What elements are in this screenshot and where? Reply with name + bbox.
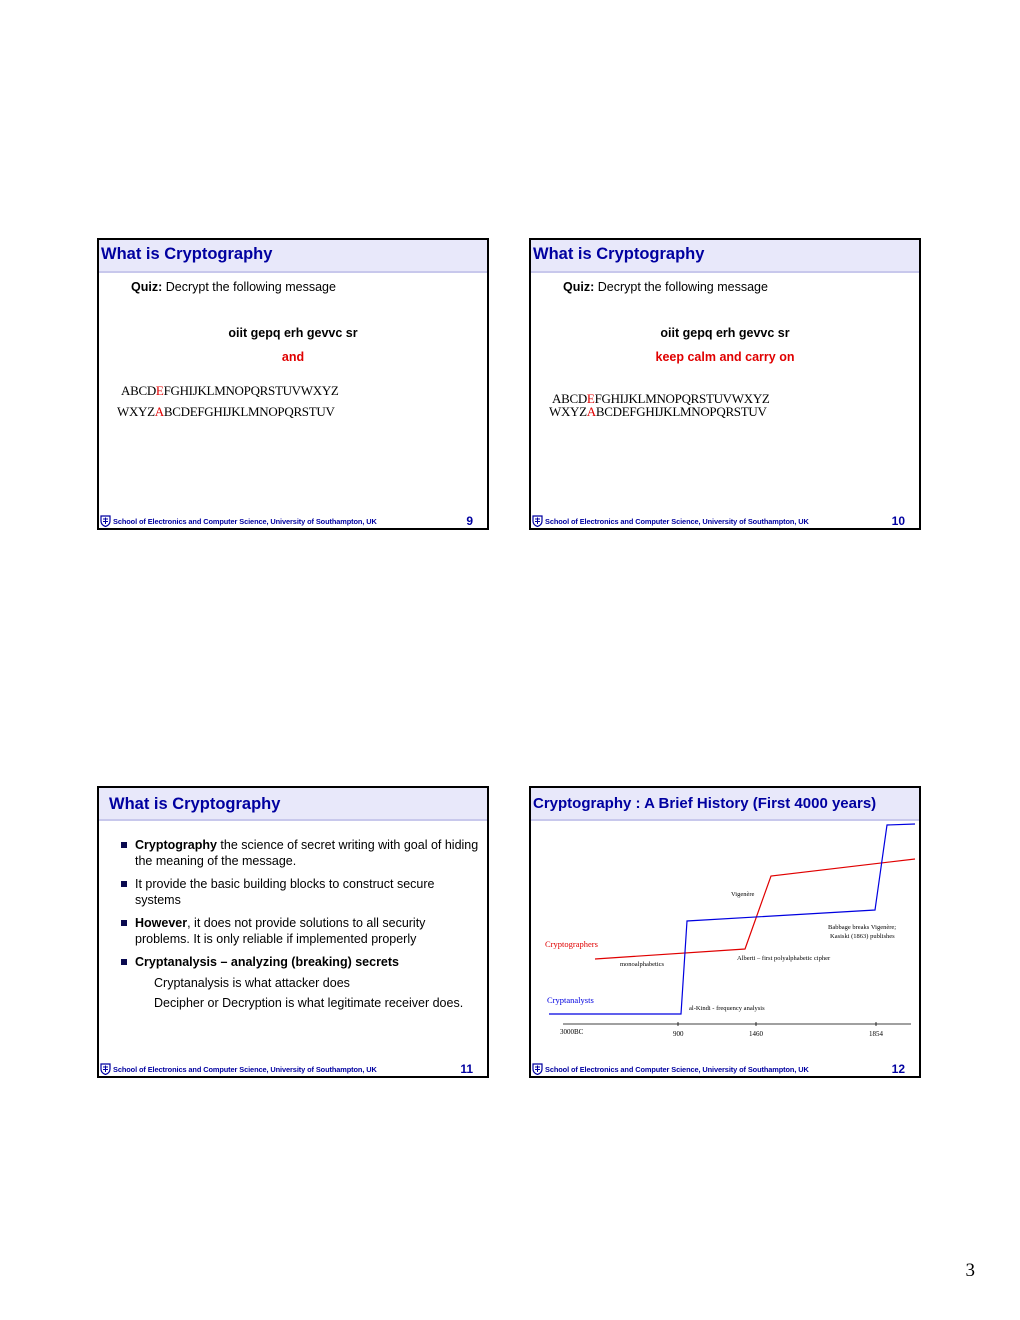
slide-footer [531,1060,919,1076]
university-crest-icon [100,1063,111,1075]
list-item: Cryptography the science of secret writing with goal of hiding the meaning of the message. [119,838,479,869]
slide-11 [97,786,489,1078]
slide-header [531,788,919,821]
slide-footer [531,512,919,528]
series-line-cryptanalysts [549,824,915,1014]
x-tick-label: 900 [673,1030,684,1038]
x-tick-label: 3000BC [560,1028,584,1036]
slide-title: Cryptography : A Brief History (First 4000 years) [533,795,877,812]
list-item: Cryptanalysis – analyzing (breaking) secrets [119,955,479,971]
footer-text: School of Electronics and Computer Science, University of Southampton, UK [545,1065,809,1074]
slide-12 [529,786,921,1078]
x-tick-label: 1854 [869,1030,883,1038]
slide-number: 10 [891,514,905,528]
annotation: Alberti – first polyalphabetic cipher [737,955,831,962]
list-item: It provide the basic building blocks to construct secure systems [119,877,479,908]
quiz-prompt: Quiz: Decrypt the following message [131,280,336,294]
sub-item: Cryptanalysis is what attacker does [154,975,350,990]
slide-number: 11 [460,1062,473,1076]
annotation: Babbage breaks Vigenère; [828,924,897,931]
series-label-cryptographers: Cryptographers [545,939,598,949]
cipher-text: oiit gepq erh gevvc sr [660,326,790,340]
university-crest-icon [532,1063,543,1075]
slide-header [99,788,487,821]
sub-item: Decipher or Decryption is what legitimate receiver does. [154,995,464,1010]
university-crest-icon [532,515,543,527]
cipher-alphabet: WXYZABCDEFGHIJKLMNOPQRSTUV [117,404,335,419]
history-chart [531,818,919,1068]
annotation: monoalphabetics [620,961,665,968]
slide-number: 9 [466,514,473,528]
plain-alphabet: ABCDEFGHIJKLMNOPQRSTUVWXYZ [552,391,770,406]
slide-header [531,240,919,273]
slide-header [99,240,487,273]
annotation: Kasiski (1863) publishes [830,933,895,940]
footer-text: School of Electronics and Computer Science, University of Southampton, UK [113,1065,377,1074]
slide-number: 12 [891,1062,905,1076]
slide-title: What is Cryptography [109,795,281,813]
answer-text: and [281,350,305,364]
cipher-text: oiit gepq erh gevvc sr [228,326,358,340]
slide-10 [529,238,921,530]
annotation: al-Kindi - frequency analysis [689,1005,765,1012]
page-number: 3 [965,1260,975,1281]
series-line-cryptographers [595,859,915,959]
list-item: However, it does not provide solutions to all security problems. It is only reliable if implemented properly [119,916,479,947]
plain-alphabet: ABCDEFGHIJKLMNOPQRSTUVWXYZ [121,383,339,398]
slide-9 [97,238,489,530]
series-label-cryptanalysts: Cryptanalysts [547,995,594,1005]
answer-text: keep calm and carry on [655,350,795,364]
annotation: Vigenère [731,891,755,898]
slide-footer [99,1060,487,1076]
cipher-alphabet: WXYZABCDEFGHIJKLMNOPQRSTUV [549,404,767,419]
university-crest-icon [100,515,111,527]
slide-title: What is Cryptography [101,245,273,263]
footer-text: School of Electronics and Computer Science, University of Southampton, UK [113,517,377,526]
slide-footer [99,512,487,528]
x-tick-label: 1460 [749,1030,763,1038]
bullet-list [119,838,479,1016]
quiz-prompt: Quiz: Decrypt the following message [563,280,768,294]
footer-text: School of Electronics and Computer Science, University of Southampton, UK [545,517,809,526]
slide-title: What is Cryptography [533,245,705,263]
